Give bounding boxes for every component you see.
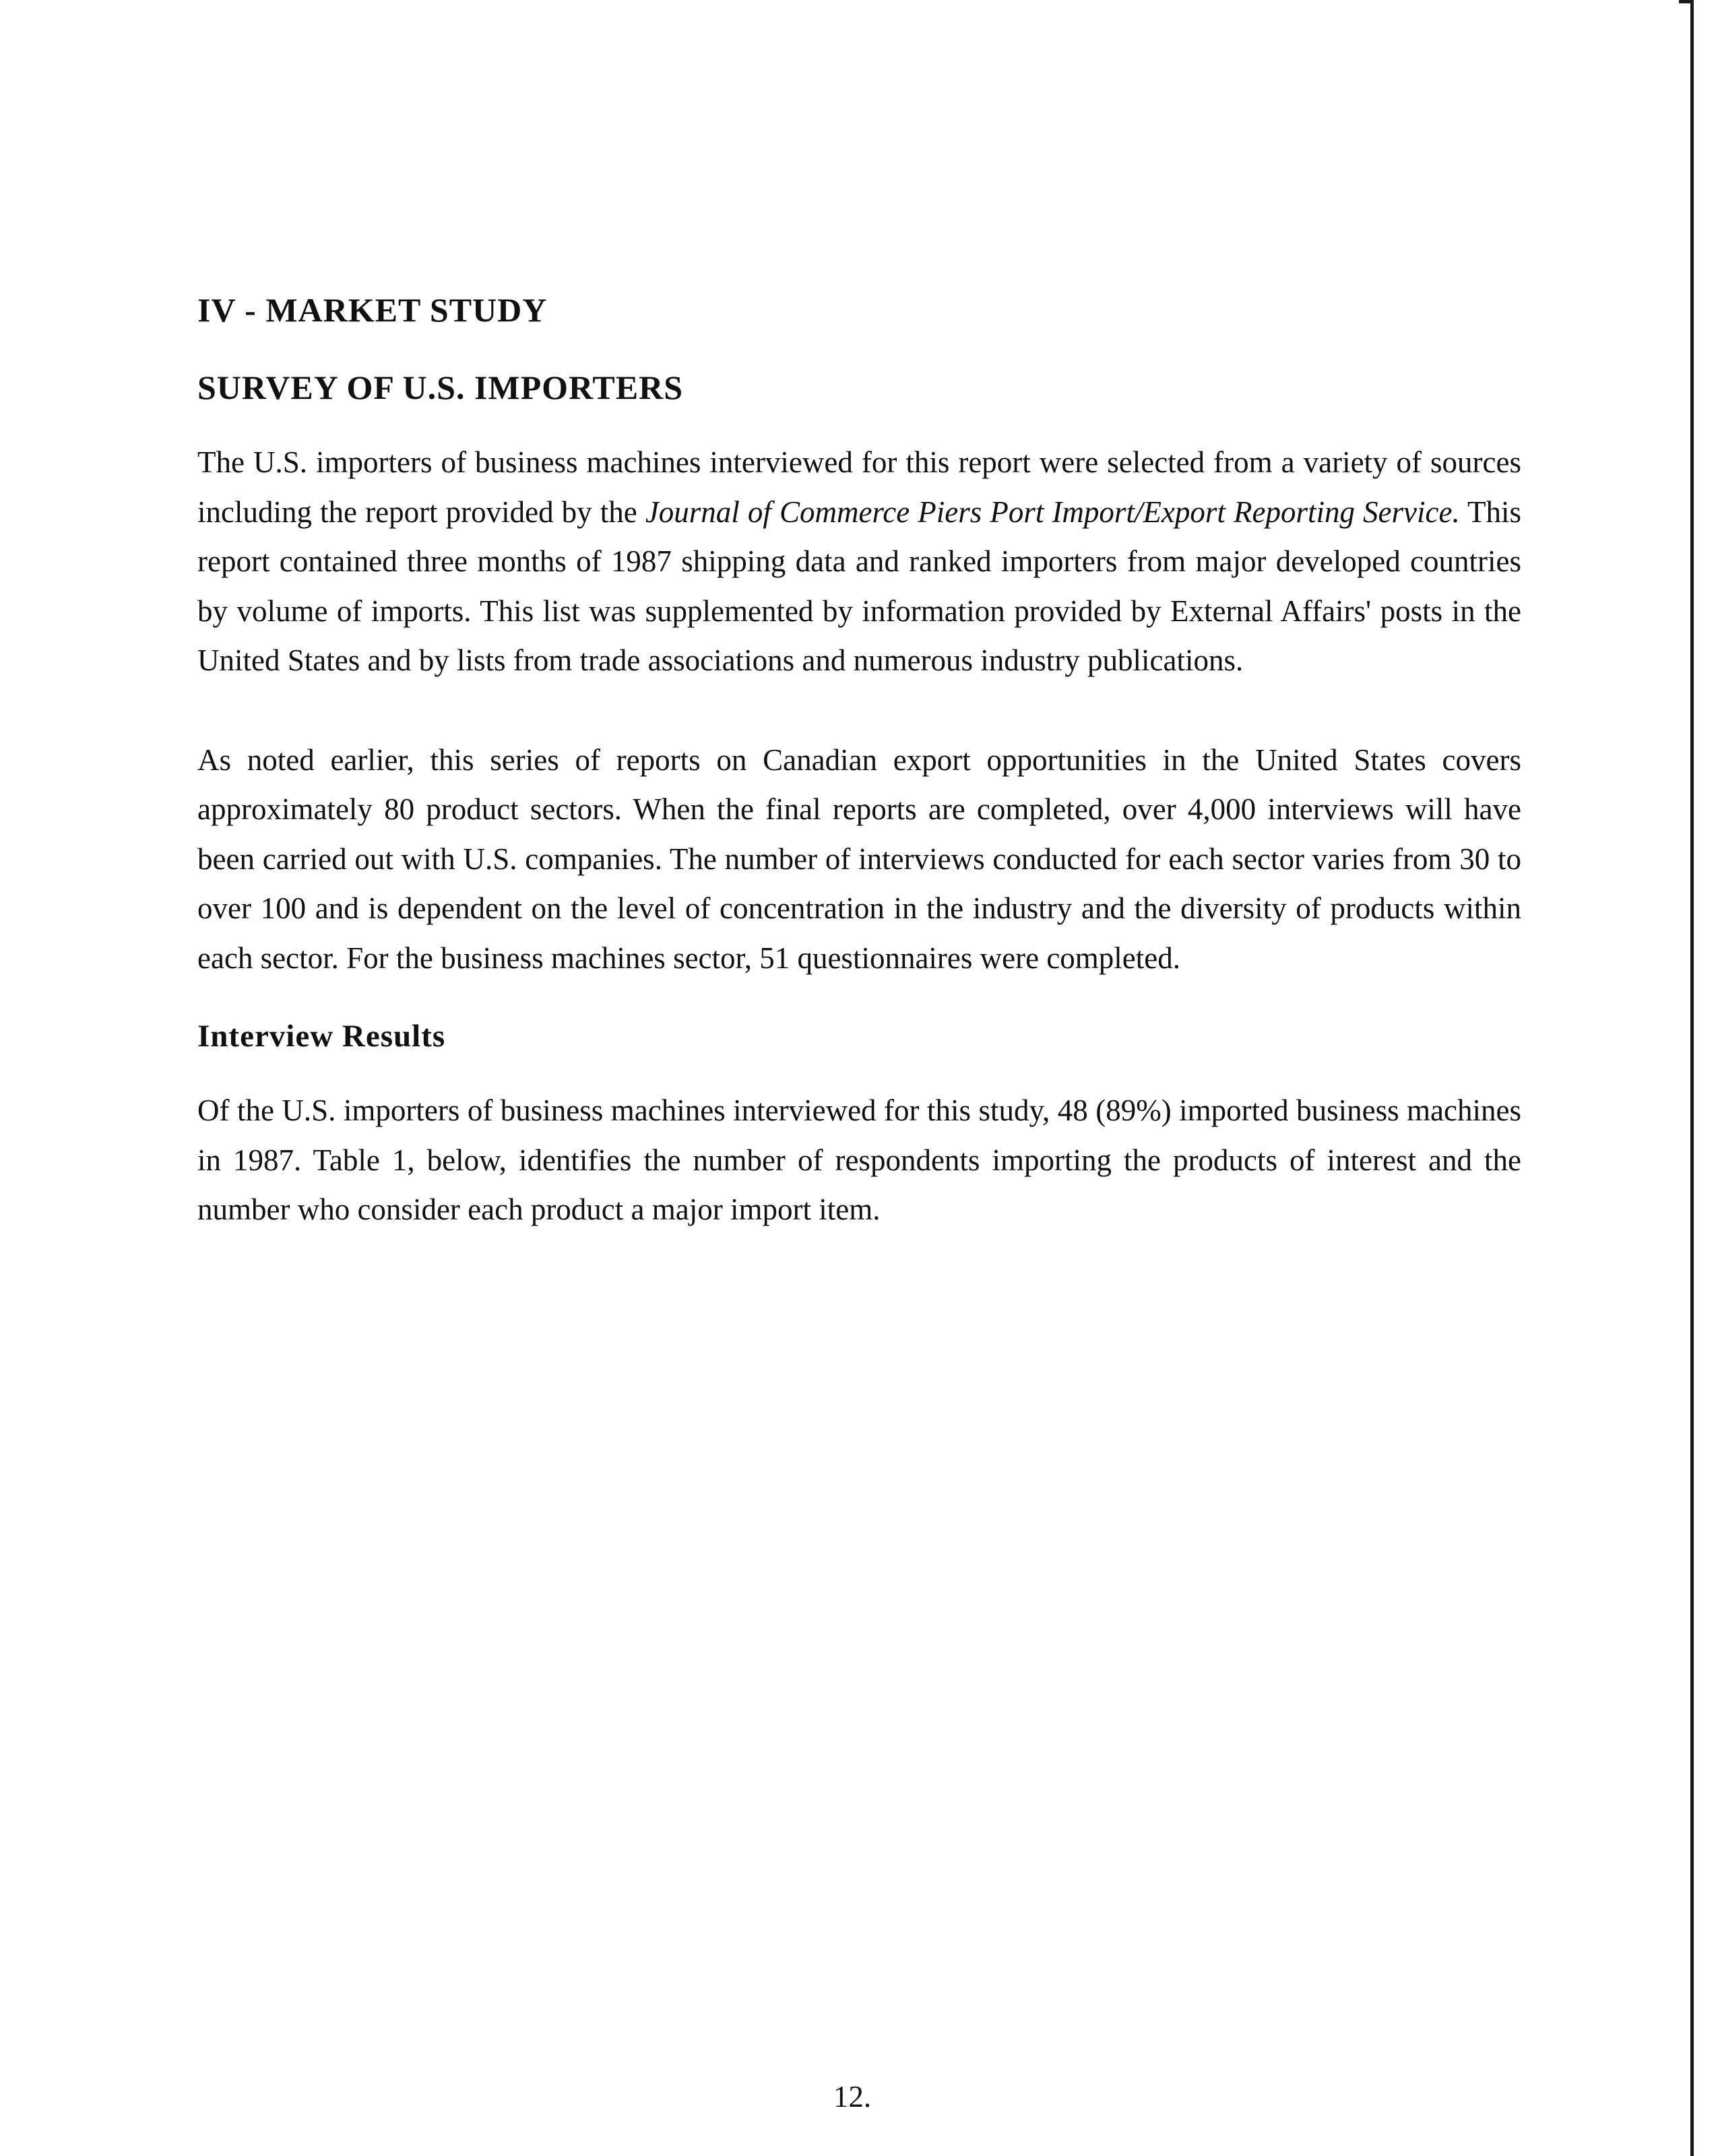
page-edge-tick	[1679, 0, 1694, 3]
section-heading: IV - MARKET STUDY	[197, 291, 548, 329]
paragraph-sources-rest: This report contained three months of 1987 shipping data and ranked importers from major developed countries by volume of imports. This list was supplemented by information provided by External Affairs' posts in the United States and by lists from trade associations and numerous industry publications.	[197, 495, 1521, 677]
journal-title: Journal of Commerce Piers Port Import/Export Reporting Service.	[645, 495, 1460, 529]
page-content	[197, 290, 1521, 1235]
paragraph-series: As noted earlier, this series of reports on Canadian export opportunities in the United States covers approximately 80 product sectors. When the final reports are completed, over 4,000 interviews will have been carried out with U.S. companies. The number of interviews conducted for each sector varies from 30 to over 100 and is dependent on the level of concentration in the industry and the diversity of products within each sector. For the business machines sector, 51 questionnaires were completed.	[197, 742, 1521, 975]
survey-heading: SURVEY OF U.S. IMPORTERS	[197, 369, 684, 406]
paragraph-sources-intro: The U.S. importers of business machines interviewed for this report were selected from a variety of sources including the report provided by the	[197, 445, 1521, 529]
page-edge-line	[1690, 0, 1694, 2156]
paragraph-sources	[197, 438, 1521, 686]
page-number: 12.	[833, 2080, 872, 2114]
paragraph-results: Of the U.S. importers of business machines interviewed for this study, 48 (89%) imported business machines in 1987. Table 1, below, identifies the number of respondents importing the products of interest and the number who consider each product a major import item.	[197, 1093, 1521, 1226]
interview-results-heading: Interview Results	[197, 1019, 446, 1054]
